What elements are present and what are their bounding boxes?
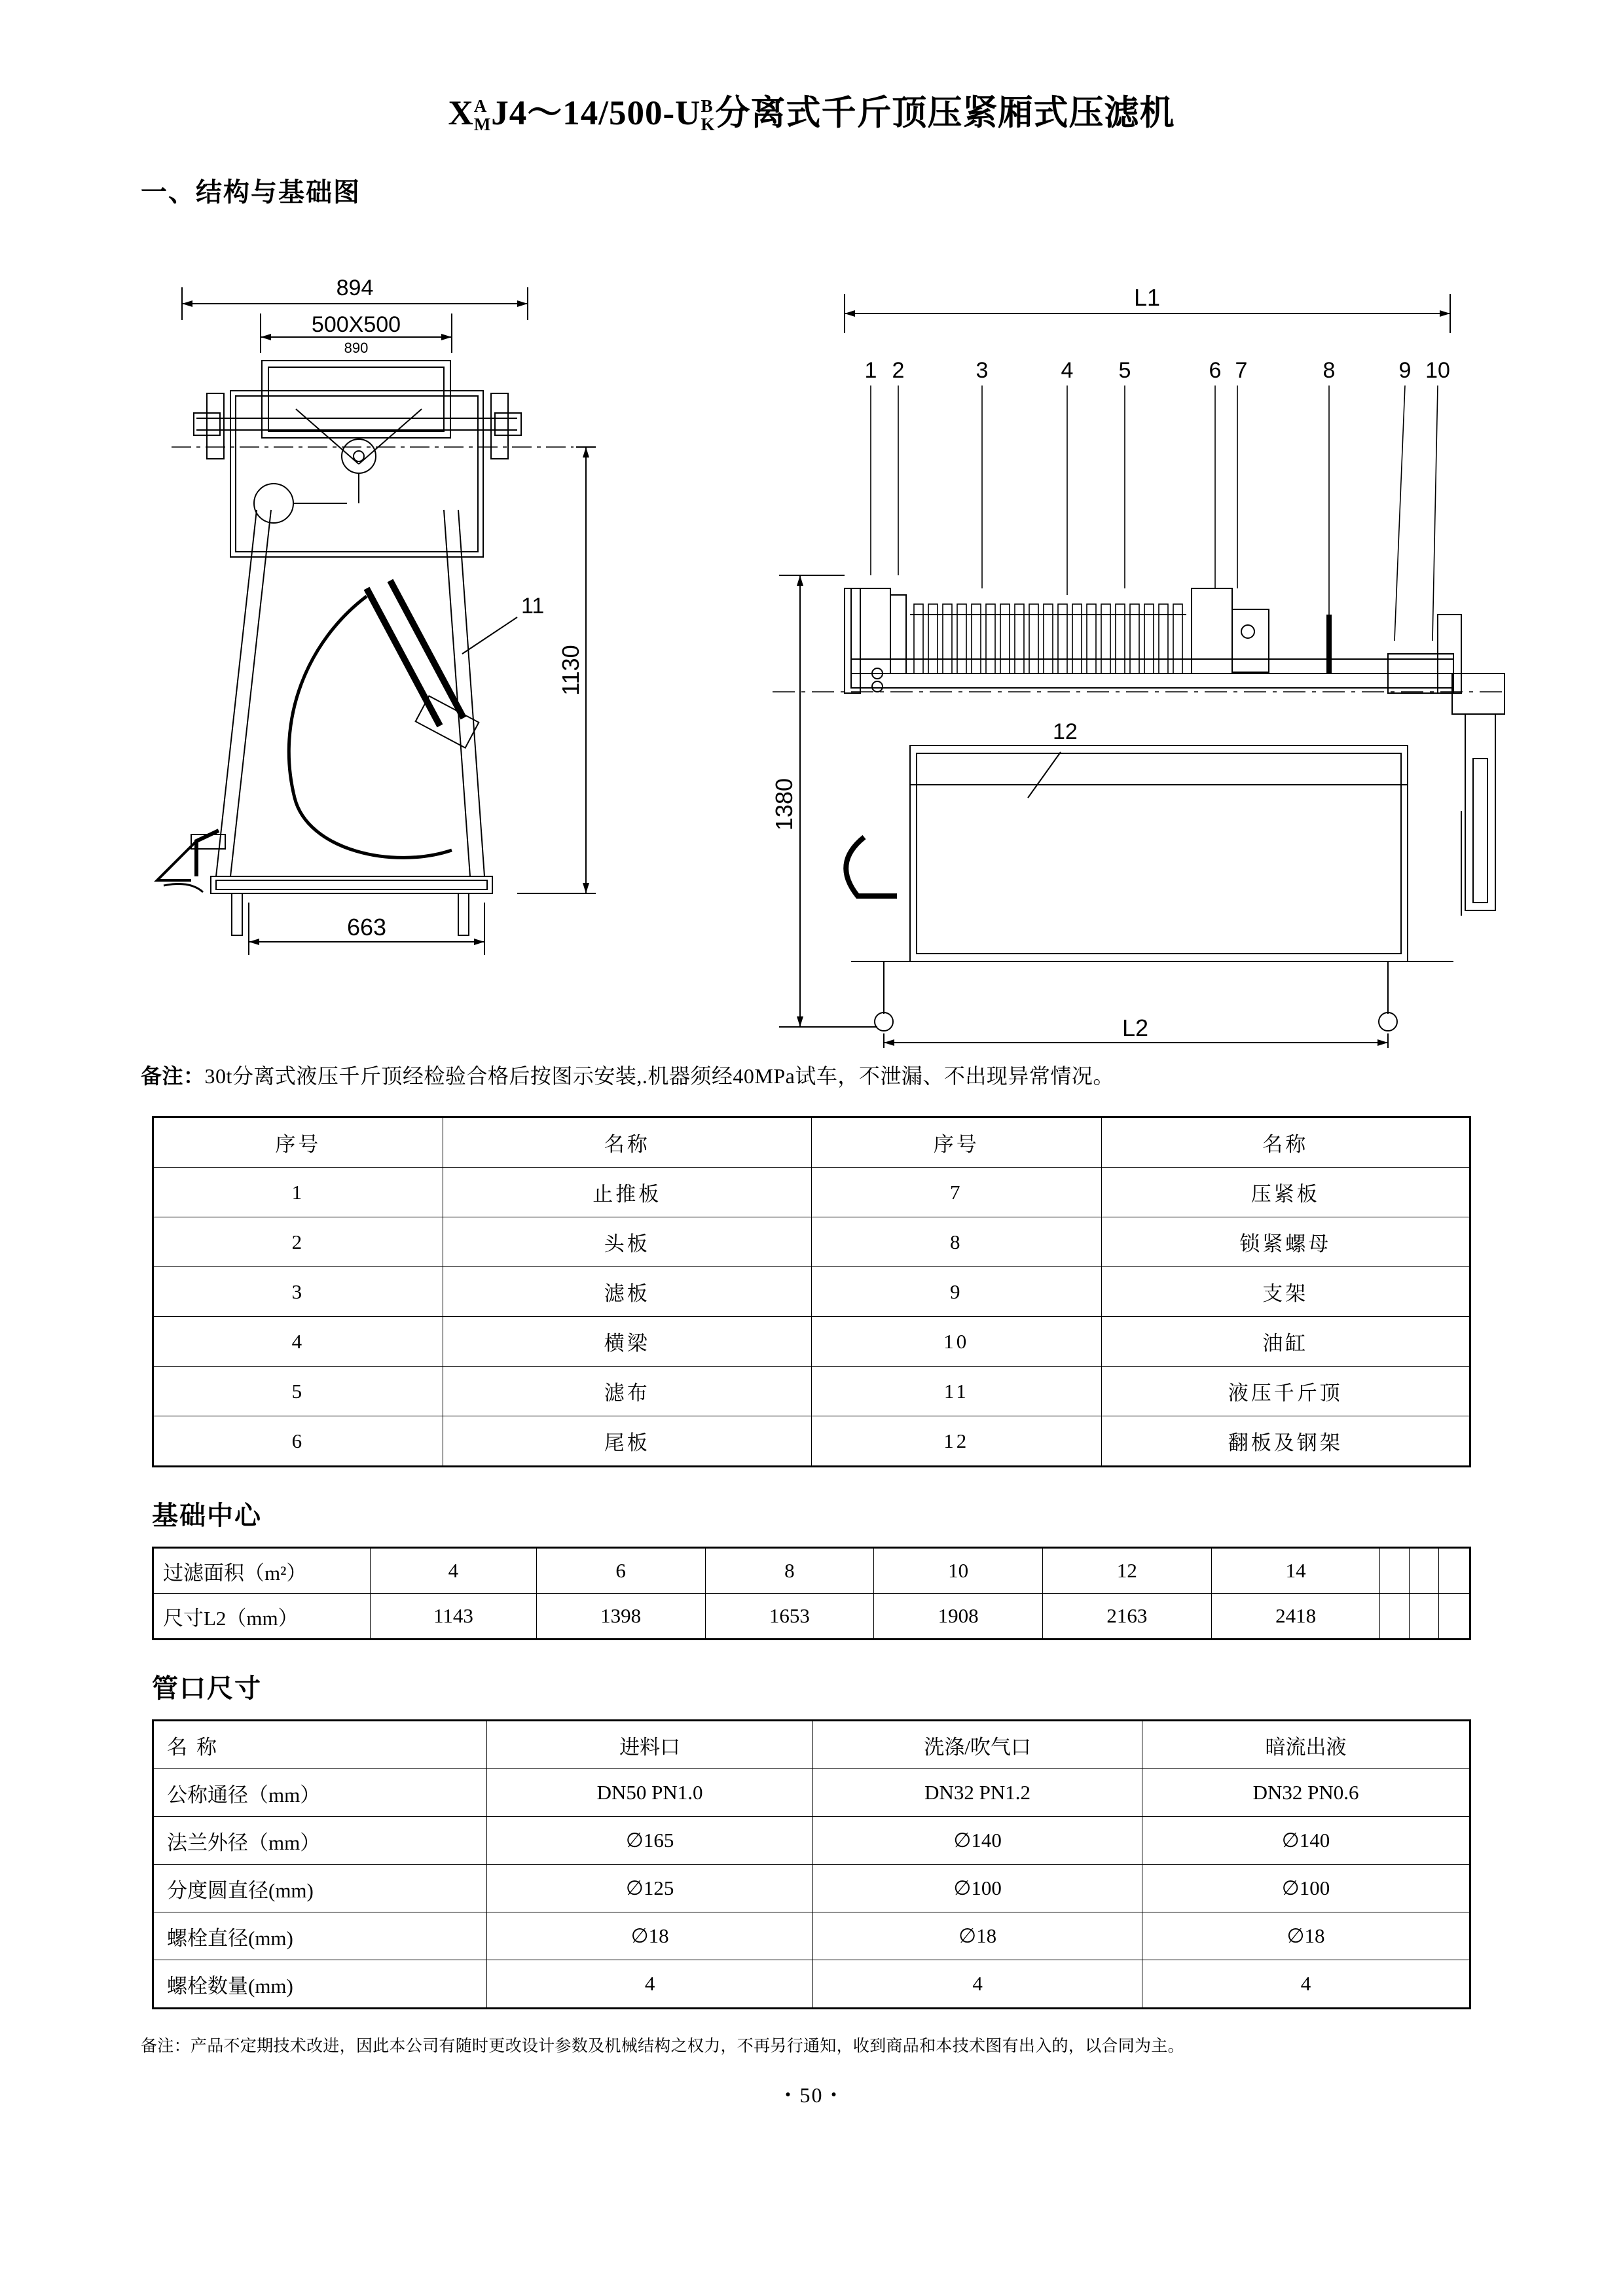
pipe-cell-label: 分度圆直径(mm) — [153, 1865, 487, 1912]
drawing-note — [141, 1060, 1623, 1090]
table-row — [153, 1168, 1470, 1217]
callout-7: 7 — [1235, 358, 1248, 384]
pipe-cell-label: 公称通径（mm） — [153, 1769, 487, 1817]
table-row — [153, 1267, 1470, 1317]
pipe-header-outlet: 暗流出液 — [1142, 1721, 1470, 1769]
table-row — [153, 1594, 1470, 1640]
parts-cell: 1 — [153, 1168, 443, 1217]
footnote — [141, 2033, 1623, 2056]
pipe-cell: ∅18 — [487, 1912, 813, 1960]
dim-894: 894 — [336, 276, 374, 301]
dim-1130: 1130 — [557, 645, 584, 696]
parts-cell: 横梁 — [443, 1317, 811, 1367]
parts-cell: 头板 — [443, 1217, 811, 1267]
parts-cell: 压紧板 — [1101, 1168, 1470, 1217]
parts-cell: 支架 — [1101, 1267, 1470, 1317]
parts-cell: 9 — [811, 1267, 1101, 1317]
table-row — [153, 1912, 1470, 1960]
pipe-cell: ∅125 — [487, 1865, 813, 1912]
callout-11: 11 — [521, 594, 545, 619]
dim-663: 663 — [346, 914, 387, 941]
pipe-cell: ∅18 — [813, 1912, 1142, 1960]
pipe-cell: ∅140 — [813, 1817, 1142, 1865]
parts-cell: 7 — [811, 1168, 1101, 1217]
parts-cell: 油缸 — [1101, 1317, 1470, 1367]
footnote-label: 备注： — [141, 2037, 191, 2056]
callout-3: 3 — [976, 358, 989, 384]
parts-cell: 6 — [153, 1416, 443, 1467]
base-cell — [1438, 1548, 1470, 1594]
table-row — [153, 1367, 1470, 1416]
parts-cell: 滤板 — [443, 1267, 811, 1317]
table-row — [153, 1960, 1470, 2009]
base-cell — [1380, 1548, 1410, 1594]
callout-4: 4 — [1061, 358, 1074, 384]
table-row — [153, 1317, 1470, 1367]
table-row — [153, 1548, 1470, 1594]
base-cell: 8 — [705, 1548, 874, 1594]
pipe-header-feed: 进料口 — [487, 1721, 813, 1769]
parts-cell: 4 — [153, 1317, 443, 1367]
parts-header-no-2: 序号 — [811, 1117, 1101, 1168]
parts-cell: 尾板 — [443, 1416, 811, 1467]
pipe-cell: 4 — [1142, 1960, 1470, 2009]
page-title — [0, 85, 1623, 135]
parts-cell: 8 — [811, 1217, 1101, 1267]
dim-L1: L1 — [1133, 284, 1161, 312]
pipe-cell: ∅140 — [1142, 1817, 1470, 1865]
base-cell: 12 — [1043, 1548, 1212, 1594]
pipe-cell: DN50 PN1.0 — [487, 1769, 813, 1817]
pipe-cell: ∅100 — [813, 1865, 1142, 1912]
footnote-text: 产品不定期技术改进，因此本公司有随时更改设计参数及机械结构之权力，不再另行通知，收到商品和本技术图有出入的，以合同为主。 — [190, 2037, 1184, 2056]
dim-1380: 1380 — [771, 778, 797, 831]
table-row — [153, 1769, 1470, 1817]
press-filter-drawing — [0, 222, 1623, 1053]
table-header-row — [153, 1117, 1470, 1168]
base-cell: 10 — [874, 1548, 1043, 1594]
base-cell: 4 — [371, 1548, 537, 1594]
pipe-cell: DN32 PN0.6 — [1142, 1769, 1470, 1817]
parts-table — [152, 1116, 1471, 1467]
base-center-table — [152, 1547, 1471, 1640]
title-sup-a: A — [473, 96, 488, 116]
pipe-cell: 4 — [487, 1960, 813, 2009]
pipe-cell: DN32 PN1.2 — [813, 1769, 1142, 1817]
note-text: 30t分离式液压千斤顶经检验合格后按图示安装,.机器须经40MPa试车，不泄漏、不出现异常情况。 — [204, 1064, 1114, 1088]
parts-cell: 滤布 — [443, 1367, 811, 1416]
technical-drawing-area — [0, 222, 1623, 1053]
base-cell — [1438, 1594, 1470, 1640]
parts-cell: 11 — [811, 1367, 1101, 1416]
pipe-cell: ∅165 — [487, 1817, 813, 1865]
pipe-cell: ∅100 — [1142, 1865, 1470, 1912]
parts-cell: 翻板及钢架 — [1101, 1416, 1470, 1467]
dim-L2: L2 — [1122, 1014, 1149, 1042]
base-cell: 1143 — [371, 1594, 537, 1640]
parts-cell: 止推板 — [443, 1168, 811, 1217]
base-cell: 6 — [536, 1548, 705, 1594]
base-cell — [1380, 1594, 1410, 1640]
base-cell: 1398 — [536, 1594, 705, 1640]
table-row — [153, 1416, 1470, 1467]
pipe-header-name: 名称 — [153, 1721, 487, 1769]
base-cell — [1410, 1548, 1439, 1594]
pipe-cell-label: 螺栓直径(mm) — [153, 1912, 487, 1960]
table-row — [153, 1865, 1470, 1912]
base-center-heading: 基础中心 — [152, 1501, 262, 1531]
dim-500x500: 500X500 — [311, 312, 401, 338]
parts-cell: 3 — [153, 1267, 443, 1317]
title-sub-k: K — [701, 114, 716, 134]
callout-12: 12 — [1053, 719, 1078, 745]
parts-cell: 液压千斤顶 — [1101, 1367, 1470, 1416]
parts-header-name-2: 名称 — [1101, 1117, 1470, 1168]
callout-2: 2 — [892, 358, 905, 384]
pipe-size-table — [152, 1719, 1471, 2009]
pipe-cell: ∅18 — [1142, 1912, 1470, 1960]
callout-6: 6 — [1209, 358, 1222, 384]
title-mid: J4～14/500-U — [491, 94, 701, 132]
dim-890: 890 — [344, 340, 369, 357]
base-cell: 1908 — [874, 1594, 1043, 1640]
table-header-row — [153, 1721, 1470, 1769]
title-sup-b: B — [701, 96, 714, 116]
callout-8: 8 — [1322, 358, 1336, 384]
base-cell: 14 — [1211, 1548, 1380, 1594]
base-row-label-area: 过滤面积（m²） — [153, 1548, 371, 1594]
base-cell: 2418 — [1211, 1594, 1380, 1640]
table-row — [153, 1817, 1470, 1865]
title-suffix: 分离式千斤顶压紧厢式压滤机 — [715, 94, 1175, 132]
pipe-header-wash: 洗涤/吹气口 — [813, 1721, 1142, 1769]
section-heading: 一、结构与基础图 — [141, 177, 361, 207]
parts-cell: 5 — [153, 1367, 443, 1416]
title-sub-sup-2 — [701, 97, 715, 134]
title-prefix: X — [448, 94, 474, 132]
parts-header-name-1: 名称 — [443, 1117, 811, 1168]
callout-9: 9 — [1398, 358, 1412, 384]
base-cell: 2163 — [1043, 1594, 1212, 1640]
note-label: 备注： — [141, 1064, 205, 1088]
callout-1: 1 — [864, 358, 877, 384]
callout-10: 10 — [1425, 358, 1450, 384]
pipe-cell-label: 螺栓数量(mm) — [153, 1960, 487, 2009]
callout-5: 5 — [1118, 358, 1131, 384]
page-number: ・50・ — [777, 2083, 846, 2108]
pipe-size-heading: 管口尺寸 — [152, 1674, 262, 1704]
base-cell: 1653 — [705, 1594, 874, 1640]
parts-header-no-1: 序号 — [153, 1117, 443, 1168]
parts-cell: 2 — [153, 1217, 443, 1267]
pipe-cell: 4 — [813, 1960, 1142, 2009]
parts-cell: 12 — [811, 1416, 1101, 1467]
base-cell — [1410, 1594, 1439, 1640]
parts-cell: 10 — [811, 1317, 1101, 1367]
pipe-cell-label: 法兰外径（mm） — [153, 1817, 487, 1865]
table-row — [153, 1217, 1470, 1267]
parts-cell: 锁紧螺母 — [1101, 1217, 1470, 1267]
title-sub-sup-1 — [474, 97, 491, 134]
title-sub-m: M — [473, 114, 492, 134]
base-row-label-l2: 尺寸L2（mm） — [153, 1594, 371, 1640]
